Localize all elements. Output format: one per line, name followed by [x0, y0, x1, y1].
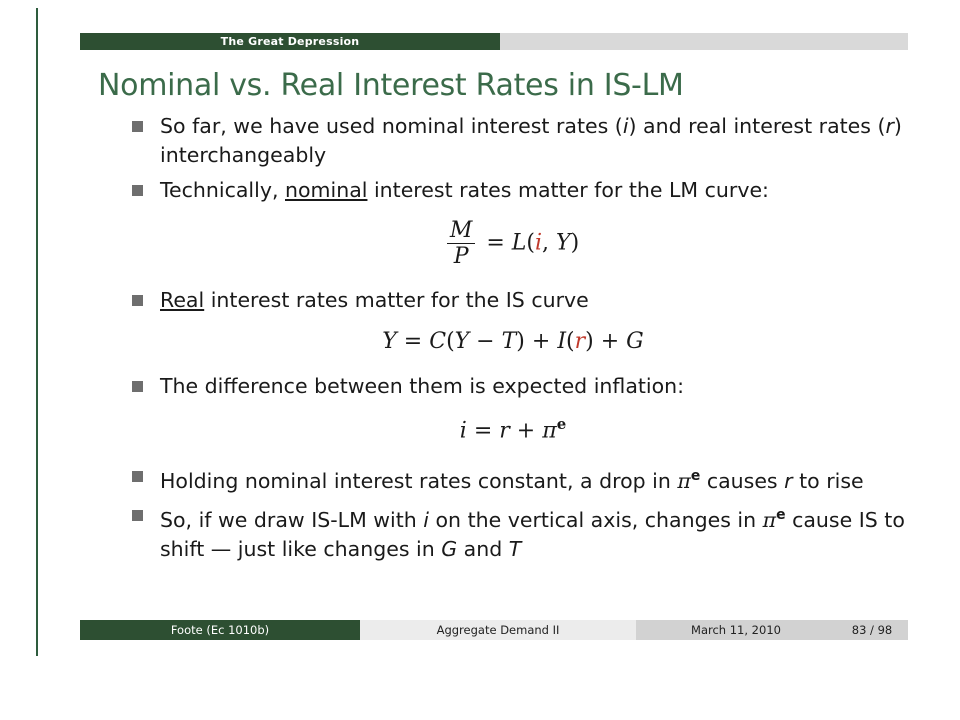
equals-sign: = — [403, 329, 423, 355]
footer-page-number: 83 / 98 — [836, 620, 908, 640]
paren-open: ( — [566, 329, 575, 355]
superscript-e: e — [690, 467, 701, 484]
bullet-text-4: The difference between them is expected inflation: — [160, 374, 685, 399]
equation-lm — [118, 219, 908, 268]
variable-t: T — [501, 329, 517, 355]
plus-sign: + — [593, 329, 627, 355]
bullet-marker-icon — [132, 471, 143, 482]
bullet-text-3b: interest rates matter for the IS curve — [204, 288, 589, 313]
bullet-text-2b: interest rates matter for the LM curve: — [367, 178, 769, 202]
header-section-label[interactable]: The Great Depression — [80, 33, 500, 50]
bullet-var-i: i — [622, 114, 629, 138]
bullet-nominal-lm — [118, 176, 908, 205]
superscript-e: e — [776, 507, 786, 524]
function-i: I — [557, 329, 567, 355]
symbol-pi: π — [762, 508, 777, 533]
variable-y: Y — [454, 329, 470, 355]
bullet-text-1a: So far, we have used nominal interest rates ( — [160, 114, 623, 138]
comma: , — [542, 230, 557, 256]
slide-content — [118, 112, 908, 570]
paren-open: ( — [446, 329, 455, 355]
plus-sign: + — [524, 329, 558, 355]
bullet-difference-expected-inflation — [118, 372, 908, 401]
variable-r: r — [784, 468, 793, 493]
paren-close: ) — [570, 230, 580, 256]
bullet-real-is — [118, 286, 908, 315]
variable-i: i — [459, 418, 467, 444]
fraction-m-over-p — [447, 219, 476, 268]
minus-sign: − — [469, 329, 502, 355]
bullet-text-2a: Technically, — [160, 178, 285, 202]
footer-topic: Aggregate Demand II — [360, 620, 636, 640]
equation-is — [118, 329, 908, 354]
bullet-text-5b: causes — [700, 468, 785, 493]
fraction-denominator-p: P — [447, 243, 476, 268]
bullet-underline-nominal: nominal — [285, 178, 368, 202]
equation-fisher — [118, 415, 908, 443]
variable-t: T — [508, 537, 522, 562]
bullet-marker-icon — [132, 381, 143, 392]
bullet-holding-nominal-constant — [118, 462, 908, 496]
header-bar — [80, 33, 908, 50]
fraction-numerator-m: M — [449, 218, 473, 243]
variable-g: G — [626, 329, 644, 355]
variable-r: r — [499, 418, 510, 444]
bullet-marker-icon — [132, 510, 143, 521]
bullet-text-6b: on the vertical axis, changes in — [429, 508, 763, 533]
variable-y: Y — [556, 230, 571, 256]
symbol-pi: π — [542, 418, 557, 444]
bullet-nominal-real-interchangeable — [118, 112, 908, 170]
bullet-text-6c: cause IS to shift — just like changes in — [160, 508, 905, 562]
paren-open: ( — [526, 230, 535, 256]
variable-g: G — [441, 537, 458, 562]
superscript-e: e — [556, 415, 567, 434]
bullet-marker-icon — [132, 121, 143, 132]
footer-author: Foote (Ec 1010b) — [80, 620, 360, 640]
variable-r-highlight: r — [574, 329, 586, 355]
variable-i: i — [423, 508, 429, 533]
variable-i-highlight: i — [535, 230, 543, 256]
symbol-pi: π — [677, 468, 691, 493]
bullet-underline-real: Real — [160, 288, 205, 313]
bullet-text-5c: to rise — [792, 468, 864, 493]
bullet-is-shift — [118, 501, 908, 564]
bullet-marker-icon — [132, 185, 143, 196]
page-title: Nominal vs. Real Interest Rates in IS-LM — [98, 68, 684, 103]
function-c: C — [429, 329, 447, 355]
equals-sign: = — [486, 230, 505, 256]
bullet-var-r: r — [885, 114, 894, 138]
bullet-text-6d: and — [457, 537, 509, 562]
bullet-text-1c: ) interchangeably — [160, 114, 902, 167]
plus-sign: + — [509, 418, 543, 444]
footer-bar — [80, 620, 908, 640]
bullet-text-6a: So, if we draw IS-LM with — [160, 508, 424, 533]
bullet-text-1b: ) and real interest rates ( — [628, 114, 886, 138]
variable-y-lhs: Y — [382, 329, 397, 355]
paren-close: ) — [516, 329, 525, 355]
footer-date: March 11, 2010 — [636, 620, 836, 640]
bullet-marker-icon — [132, 295, 143, 306]
function-l: L — [511, 230, 527, 256]
paren-close: ) — [585, 329, 594, 355]
bullet-text-5a: Holding nominal interest rates constant, a drop in — [160, 468, 678, 493]
equals-sign: = — [466, 418, 500, 444]
